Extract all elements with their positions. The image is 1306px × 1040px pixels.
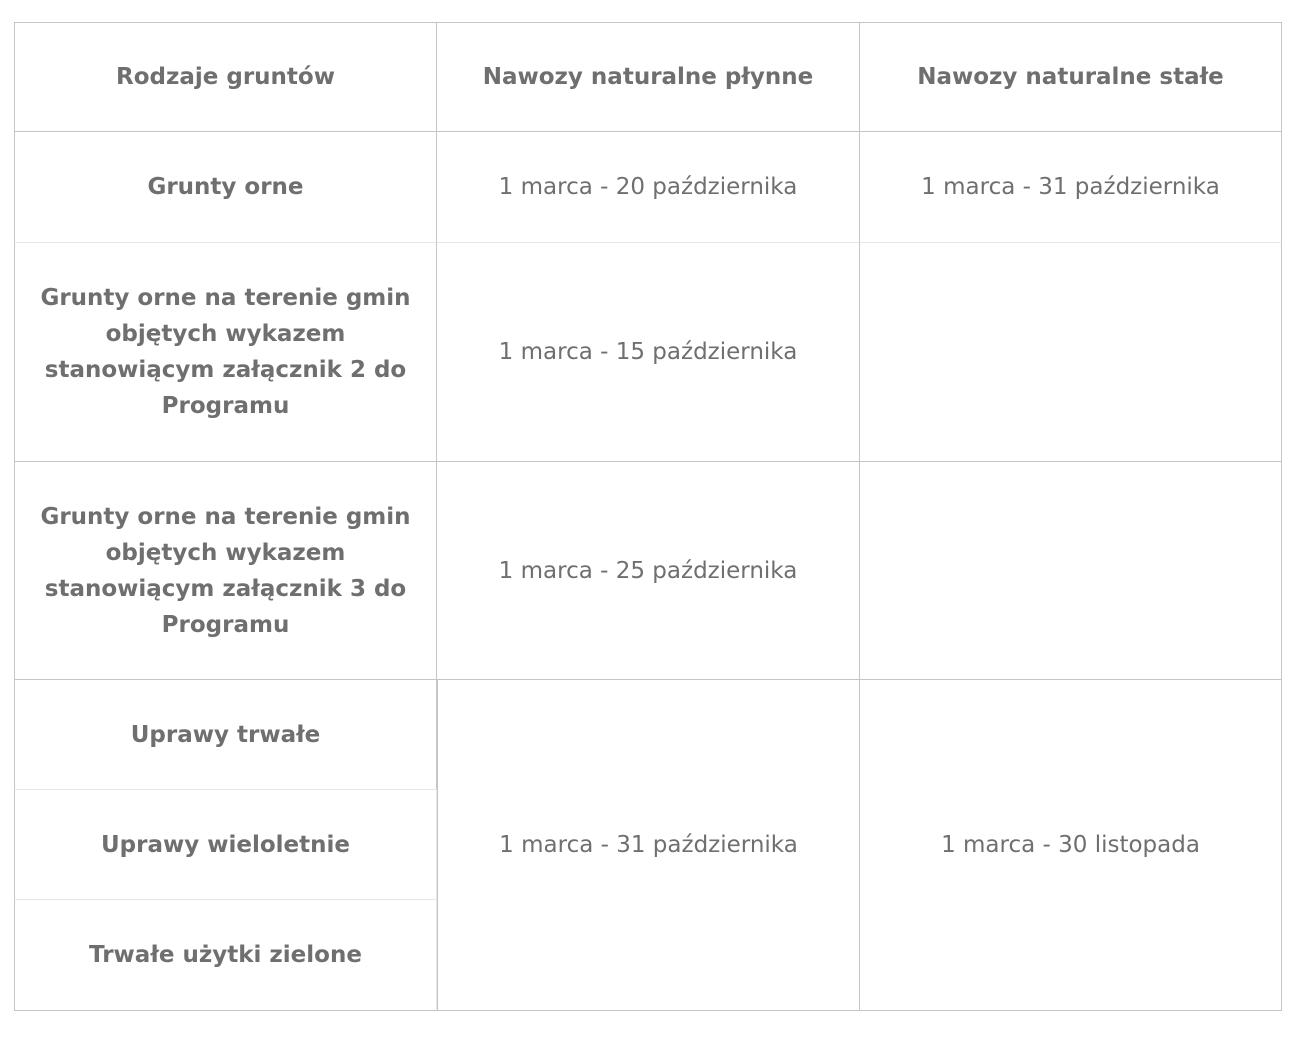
merged-solid-period: 1 marca - 30 listopada (860, 679, 1282, 1011)
row-land-type: Trwałe użytki zielone (14, 899, 437, 1011)
header-land-types: Rodzaje gruntów (14, 22, 437, 132)
header-liquid-fertilizers: Nawozy naturalne płynne (437, 22, 860, 132)
fertilization-periods-table (14, 22, 1282, 1011)
row-liquid-period: 1 marca - 25 października (437, 461, 860, 679)
merged-liquid-period: 1 marca - 31 października (437, 679, 860, 1011)
row-land-type: Grunty orne na terenie gmin objętych wykazem stanowiącym załącznik 2 do Programu (14, 242, 437, 461)
row-solid-period (860, 242, 1282, 461)
row-land-type: Grunty orne (14, 132, 437, 242)
row-solid-period: 1 marca - 31 października (860, 132, 1282, 242)
row-liquid-period: 1 marca - 20 października (437, 132, 860, 242)
row-solid-period (860, 461, 1282, 679)
row-liquid-period: 1 marca - 15 października (437, 242, 860, 461)
row-land-type: Uprawy trwałe (14, 679, 437, 789)
row-land-type: Uprawy wieloletnie (14, 789, 437, 899)
row-land-type: Grunty orne na terenie gmin objętych wykazem stanowiącym załącznik 3 do Programu (14, 461, 437, 679)
header-solid-fertilizers: Nawozy naturalne stałe (860, 22, 1282, 132)
